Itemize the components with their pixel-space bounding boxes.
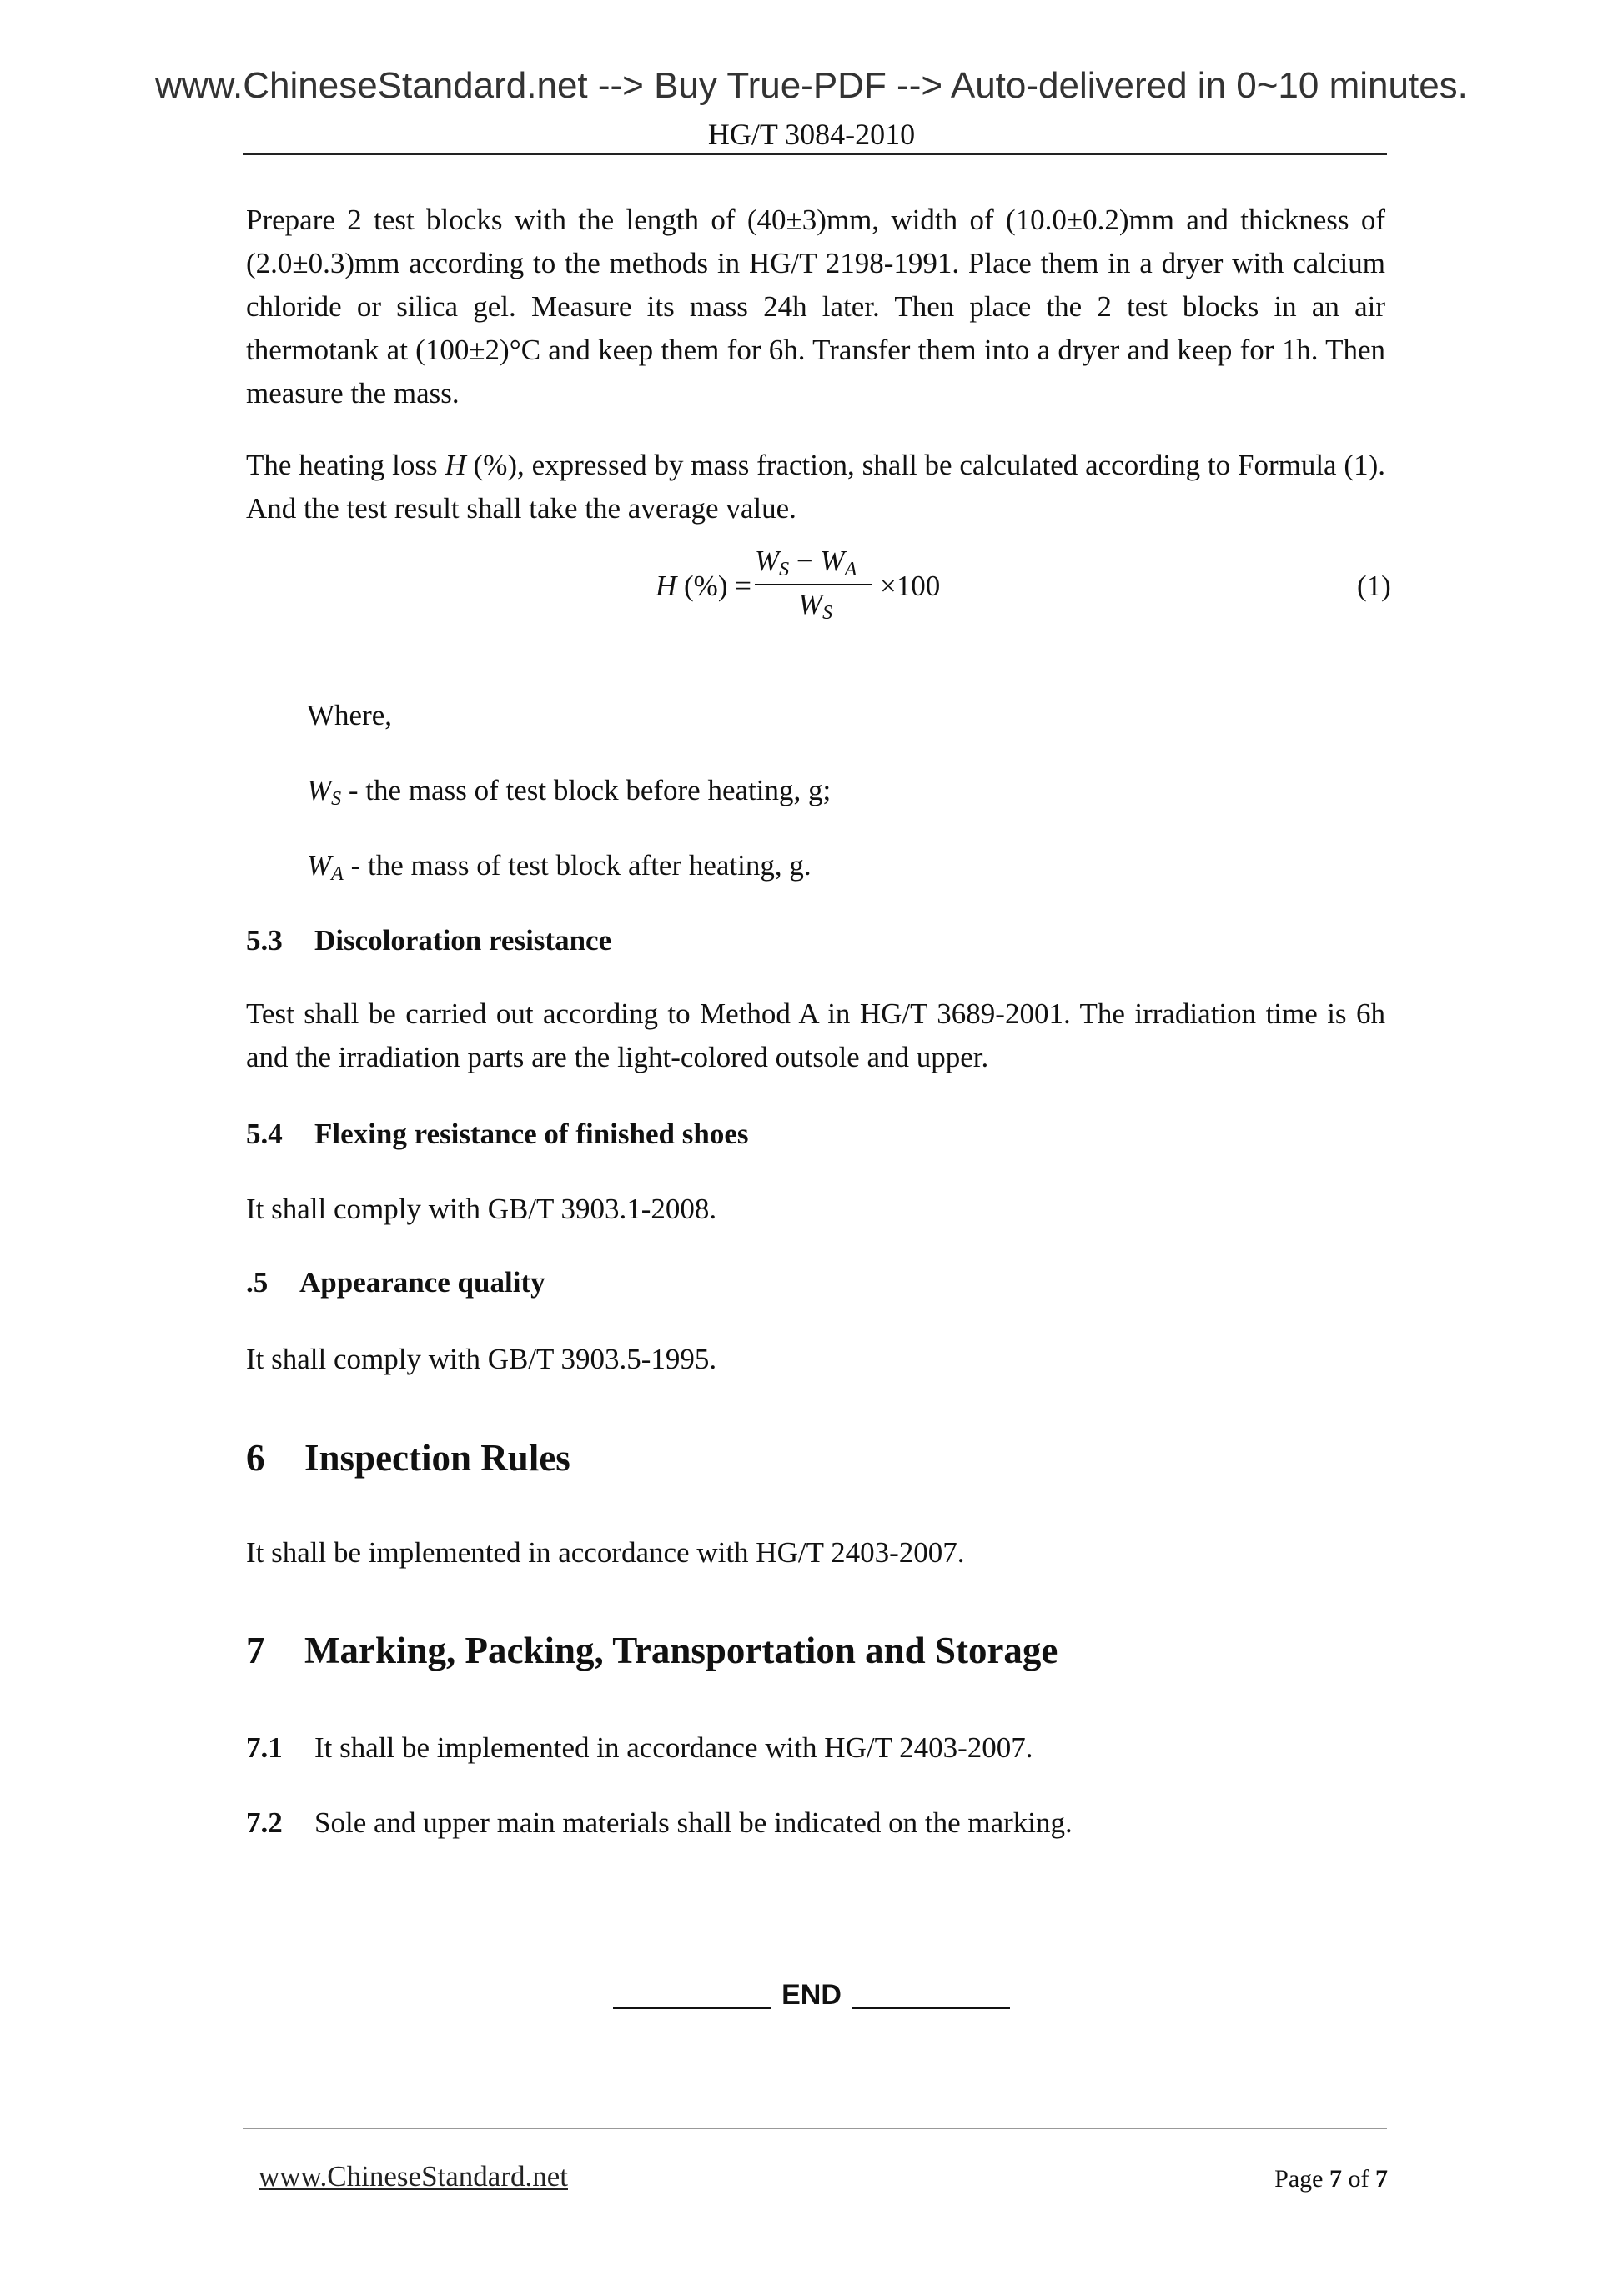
formula-denominator: $W_S$ [798,588,833,624]
document-number: HG/T 3084-2010 [707,118,916,151]
section-heading-5-3: 5.3 Discoloration resistance [246,924,612,957]
paragraph-5-3: Test shall be carried out according to Method A in HG/T 3689-2001. The irradiation time is 6h and the irradiation parts are the light-colored outsole and upper. [246,997,1385,1073]
end-marker: END [0,1979,1623,2012]
section-heading-6: 6 Inspection Rules [246,1437,570,1479]
definition-ws: $W_S$ - the mass of test block before heating, g; [307,774,832,810]
clause-7-2: 7.2 Sole and upper main materials shall be indicated on the marking. [246,1806,1073,1839]
paragraph-6: It shall be implemented in accordance with HG/T 2403-2007. [246,1536,965,1569]
footer-divider [243,2128,1387,2129]
formula-lhs: H (%) = [656,570,751,602]
formula-numerator: $W_S - W_A$ [755,545,857,580]
formula-multiplier: ×100 [880,570,941,602]
equation-number: (1) [1357,570,1391,602]
paragraph-5-4: It shall comply with GB/T 3903.1-2008. [246,1193,717,1225]
paragraph-heating-loss: The heating loss H (%), expressed by mass fraction, shall be calculated according to Formula (1). And the test result shall take the average value. [246,449,1385,525]
section-heading-5-4: 5.4 Flexing resistance of finished shoes [246,1118,749,1150]
formula-heating-loss [651,546,1401,646]
definition-wa: $W_A$ - the mass of test block after heating, g. [307,849,812,885]
page-number: Page 7 of 7 [1274,2165,1388,2193]
fraction-bar [755,584,872,585]
top-banner: www.ChineseStandard.net --> Buy True-PDF --> Auto-delivered in 0~10 minutes. [155,65,1468,106]
clause-7-1: 7.1 It shall be implemented in accordance with HG/T 2403-2007. [246,1731,1033,1764]
header-divider [243,153,1387,155]
paragraph-5-5: It shall comply with GB/T 3903.5-1995. [246,1343,717,1375]
section-heading-5-5: .5 Appearance quality [246,1266,545,1299]
footer-website-link[interactable]: www.ChineseStandard.net [259,2160,568,2193]
paragraph-test-preparation: Prepare 2 test blocks with the length of (40±3)mm, width of (10.0±0.2)mm and thickness of (2.0±0.3)mm according to the methods in HG/T 2198-1991. Place them in a dryer with calcium chloride or silica gel. Measure its mass 24h later. Then place the 2 test blocks in an air thermotank at (100±2)°C and keep them for 6h. Transfer them into a dryer and keep for 1h. Then measure the mass. [246,203,1385,409]
where-label: Where, [307,699,393,731]
section-heading-7: 7 Marking, Packing, Transportation and Storage [246,1630,1058,1671]
